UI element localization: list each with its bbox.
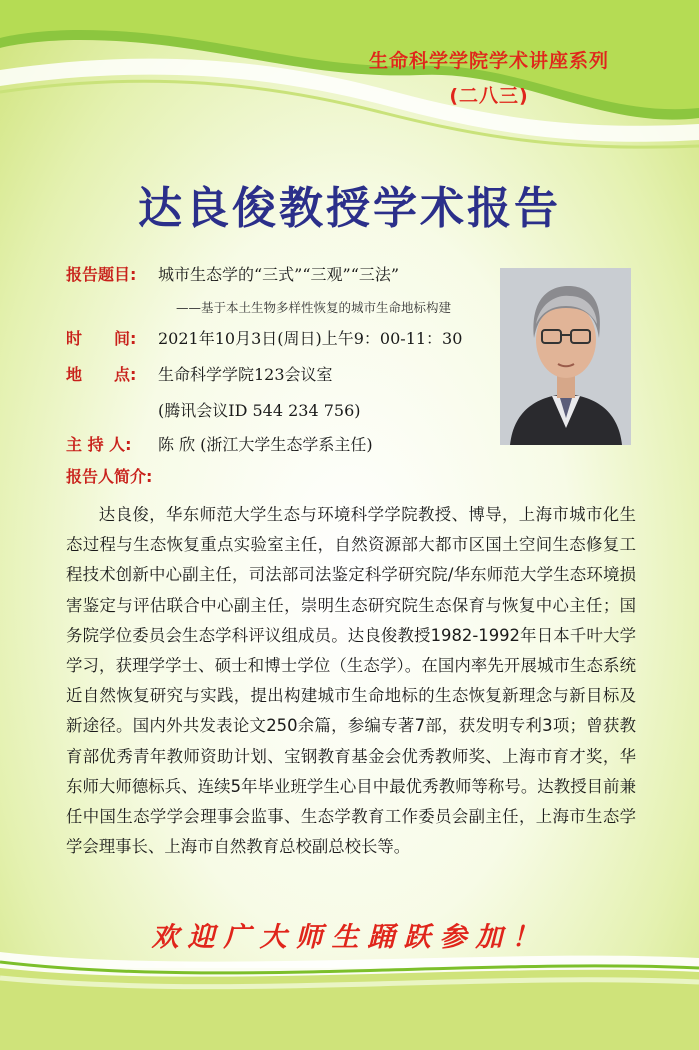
speaker-portrait-illustration xyxy=(500,268,631,445)
host-label: 主 持 人: xyxy=(66,435,132,454)
host-row xyxy=(66,432,373,455)
time-row xyxy=(66,326,462,349)
bio-text: 达良俊，华东师范大学生态与环境科学学院教授、博导，上海市城市化生态过程与生态恢复重点实验室主任，自然资源部大都市区国土空间生态修复工程技术创新中心副主任，司法部司法鉴定科学研究院/华东师范大学生态环境损害鉴定与评估联合中心副主任，崇明生态研究院生态保育与恢复中心主任；国务院学位委员会生态学科评议组成员。达良俊教授1982-1992年日本千叶大学学习，获理学学士、硕士和博士学位（生态学）。在国内率先开展城市生态系统近自然恢复研究与实践，提出构建城市生命地标的生态恢复新理念与新目标及新途径。国内外共发表论文250余篇，参编专著7部，获发明专利3项；曾获教育部优秀青年教师资助计划、宝钢教育基金会优秀教师奖、上海市育才奖，华东师大师德标兵、连续5年毕业班学生心目中最优秀教师等称号。达教授目前兼任中国生态学学会理事会监事、生态学教育工作委员会副主任，上海市生态学学会理事长、上海市自然教育总校副总校长等。 xyxy=(66,505,636,857)
meeting-id: (腾讯会议ID 544 234 756) xyxy=(158,401,361,420)
page-title: 达良俊教授学术报告 xyxy=(138,183,561,234)
series-name: 生命科学学院学术讲座系列 xyxy=(368,50,609,72)
place-label: 地 点: xyxy=(66,365,137,384)
speaker-photo xyxy=(500,268,631,445)
topic-row xyxy=(66,262,399,285)
place-value: 生命科学学院123会议室 xyxy=(158,365,333,384)
time-label: 时 间: xyxy=(66,329,137,348)
topic-subtitle: ——基于本土生物多样性恢复的城市生命地标构建 xyxy=(176,300,452,315)
time-value: 2021年10月3日(周日)上午9：00-11：30 xyxy=(158,329,463,348)
welcome-slogan: 欢迎广大师生踊跃参加！ xyxy=(151,922,548,953)
topic-label: 报告题目: xyxy=(66,265,137,284)
topic-value: 城市生态学的“三式”“三观”“三法” xyxy=(158,265,400,284)
lecture-series-header xyxy=(329,44,649,114)
host-value: 陈 欣 (浙江大学生态学系主任) xyxy=(158,435,373,454)
series-number: (二八三) xyxy=(449,85,529,107)
place-row xyxy=(66,362,333,385)
bio-heading: 报告人简介: xyxy=(66,467,153,486)
